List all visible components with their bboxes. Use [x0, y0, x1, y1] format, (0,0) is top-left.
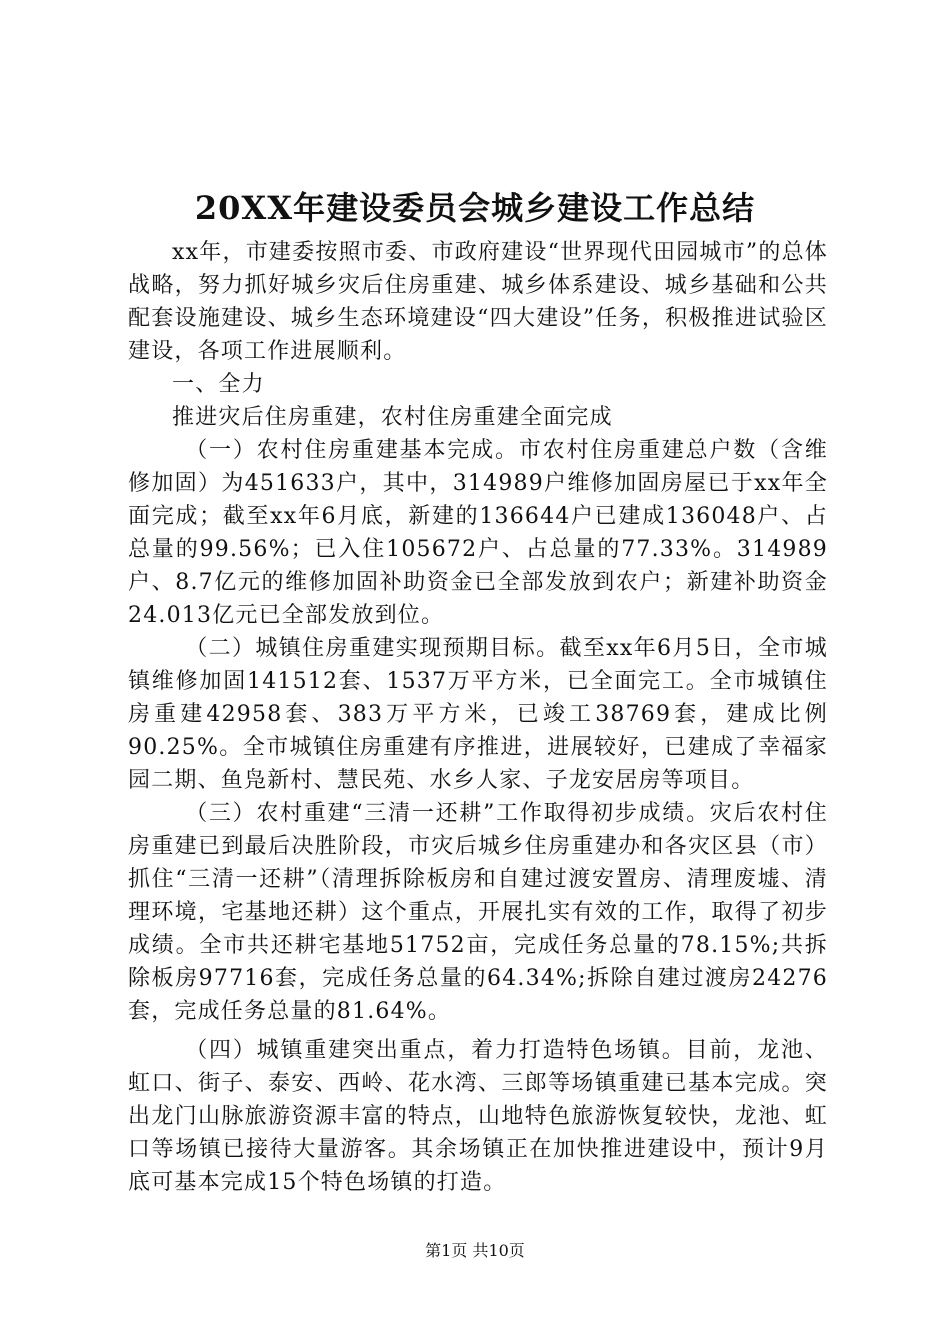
intro-paragraph: xx年，市建委按照市委、市政府建设“世界现代田园城市”的总体战略，努力抓好城乡灾后住房重建、城乡体系建设、城乡基础和公共配套设施建设、城乡生态环境建设“四大建设”任务，积极推进试验区建设，各项工作进展顺利。 [128, 240, 828, 364]
document-body [128, 236, 828, 1199]
section-heading-part2: 推进灾后住房重建，农村住房重建全面完成 [172, 405, 613, 430]
paragraph-featured-towns: （四）城镇重建突出重点，着力打造特色场镇。目前，龙池、虹口、街子、泰安、西岭、花水湾、三郎等场镇重建已基本完成。突出龙门山脉旅游资源丰富的特点，山地特色旅游恢复较快，龙池、虹口等场镇已接待大量游客。其余场镇正在加快推进建设中，预计9月底可基本完成15个特色场镇的打造。 [128, 1038, 828, 1195]
section-heading-part1: 一、全力 [172, 372, 265, 397]
paragraph-three-clear: （三）农村重建“三清一还耕”工作取得初步成绩。灾后农村住房重建已到最后决胜阶段，市灾后城乡住房重建办和各灾区县（市）抓住“三清一还耕”（清理拆除板房和自建过渡安置房、清理废墟、清理环境，宅基地还耕）这个重点，开展扎实有效的工作，取得了初步成绩。全市共还耕宅基地51752亩，完成任务总量的78.15%;共拆除板房97716套，完成任务总量的64.34%;拆除自建过渡房24276套，完成任务总量的81.64%。 [128, 801, 828, 1024]
document-title: 20XX年建设委员会城乡建设工作总结 [194, 189, 756, 227]
page-footer: 第1页 共10页 [425, 1241, 525, 1260]
paragraph-urban-housing: （二）城镇住房重建实现预期目标。截至xx年6月5日，全市城镇维修加固141512套、1537万平方米，已全面完工。全市城镇住房重建42958套、383万平方米，已竣工38769套，建成比例90.25%。全市城镇住房重建有序推进，进展较好，已建成了幸福家园二期、鱼凫新村、慧民苑、水乡人家、子龙安居房等项目。 [128, 636, 828, 793]
paragraph-rural-housing: （一）农村住房重建基本完成。市农村住房重建总户数（含维修加固）为451633户，其中，314989户维修加固房屋已于xx年全面完成；截至xx年6月底，新建的136644户已建成136048户、占总量的99.56%；已入住105672户、占总量的77.33%。314989户、8.7亿元的维修加固补助资金已全部发放到农户；新建补助资金24.013亿元已全部发放到位。 [128, 438, 828, 628]
